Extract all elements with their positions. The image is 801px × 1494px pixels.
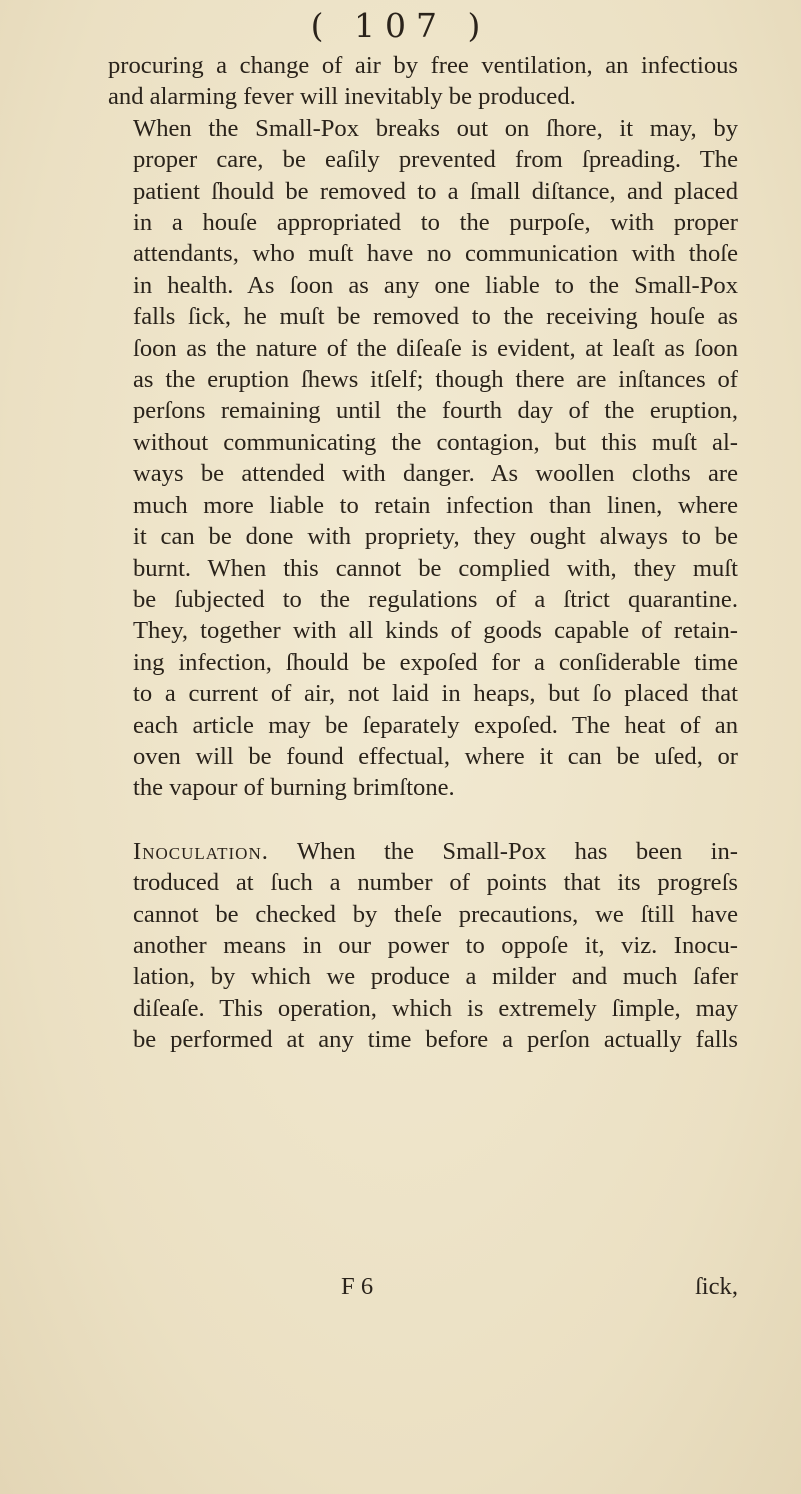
- body-text: [108, 50, 738, 1056]
- text-line: attendants, who muſt have no communication with thoſe: [133, 240, 738, 268]
- text-line: troduced at ſuch a number of points that its progreſs: [133, 869, 738, 897]
- page-number: ( 107 ): [310, 6, 491, 45]
- section-heading: Inoculation.: [133, 837, 269, 865]
- text-line: another means in our power to oppoſe it, viz. Inocu-: [133, 931, 738, 959]
- text-line: falls ſick, he muſt be removed to the receiving houſe as: [133, 303, 738, 331]
- paragraph-3: [108, 836, 738, 1056]
- page-footer: [108, 1273, 738, 1307]
- text-line: the vapour of burning brimſtone.: [133, 774, 455, 802]
- text-line: proper care, be eaſily prevented from ſpreading. The: [133, 146, 738, 174]
- catchword: ſick,: [694, 1273, 738, 1300]
- text-line: [108, 836, 738, 867]
- text-line: procuring a change of air by free ventilation, an infectious: [108, 52, 738, 79]
- signature-mark: F 6: [341, 1273, 374, 1300]
- text-line: perſons remaining until the fourth day of the eruption,: [133, 397, 738, 425]
- text-line: to a current of air, not laid in heaps, but ſo placed that: [133, 680, 738, 708]
- text-line: ways be attended with danger. As woollen cloths are: [133, 460, 738, 488]
- text-line: without communicating the contagion, but this muſt al-: [133, 428, 738, 456]
- paragraph-gap: [108, 804, 738, 836]
- text-line: patient ſhould be removed to a ſmall diſtance, and placed: [133, 177, 738, 205]
- text-line: it can be done with propriety, they ought always to be: [133, 523, 738, 551]
- text-line: lation, by which we produce a milder and much ſafer: [133, 963, 738, 991]
- text-line: and alarming fever will inevitably be produced.: [108, 83, 576, 111]
- text-line: in a houſe appropriated to the purpoſe, with proper: [133, 209, 738, 237]
- text-line: burnt. When this cannot be complied with, they muſt: [133, 554, 738, 582]
- text-line: as the eruption ſhews itſelf; though there are inſtances of: [133, 366, 738, 394]
- text-line: ſoon as the nature of the diſeaſe is evident, at leaſt as ſoon: [133, 334, 738, 362]
- text-line: They, together with all kinds of goods capable of retain-: [133, 617, 738, 645]
- text-line: be ſubjected to the regulations of a ſtrict quarantine.: [133, 585, 738, 613]
- text-line-rest: When the Small-Pox has been in-: [268, 837, 738, 865]
- text-line: cannot be checked by theſe precautions, we ſtill have: [133, 900, 738, 928]
- text-line: ing infection, ſhould be expoſed for a conſiderable time: [133, 648, 738, 676]
- paragraph-2: [108, 113, 738, 804]
- text-line: be performed at any time before a perſon actually falls: [133, 1026, 738, 1054]
- text-line: diſeaſe. This operation, which is extremely ſimple, may: [133, 994, 738, 1022]
- text-line: much more liable to retain infection than linen, where: [133, 491, 738, 519]
- text-line: in health. As ſoon as any one liable to the Small-Pox: [133, 271, 738, 299]
- text-line: When the Small-Pox breaks out on ſhore, it may, by: [133, 114, 738, 142]
- text-line: each article may be ſeparately expoſed. The heat of an: [133, 711, 738, 739]
- paragraph-1: [108, 50, 738, 113]
- text-line: oven will be found effectual, where it can be uſed, or: [133, 742, 738, 770]
